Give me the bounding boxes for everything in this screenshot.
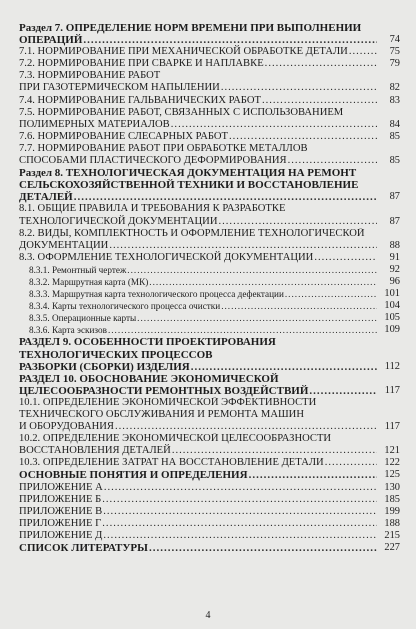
toc-page-number: 74	[389, 34, 400, 46]
toc-subitem	[19, 276, 400, 288]
toc-entry-text: 8.3.6. Карта эскизов	[29, 325, 107, 336]
toc-entry-text: 8.3.1. Ремонтный чертеж	[29, 264, 127, 275]
toc-entry-text: 8.3.5. Операционные карты	[29, 313, 137, 324]
toc-subitem	[19, 324, 400, 336]
toc-section-heading	[19, 22, 400, 46]
toc-page-number: 105	[384, 312, 400, 324]
toc-entry-text: СПОСОБАМИ ПЛАСТИЧЕСКОГО ДЕФОРМИРОВАНИЯ	[19, 155, 287, 167]
toc-section-heading	[19, 373, 400, 397]
dot-leader	[104, 482, 377, 494]
toc-page-number: 85	[389, 130, 400, 142]
toc-page-number: 117	[384, 384, 400, 396]
toc-entry-text: ВОССТАНОВЛЕНИЯ ДЕТАЛЕЙ	[19, 445, 171, 457]
page-number: 4	[205, 610, 211, 621]
dot-leader	[127, 264, 377, 276]
toc-page-number: 88	[389, 239, 400, 251]
toc-entry-text: ДОКУМЕНТАЦИИ	[19, 239, 109, 251]
toc-entry-text: 10.3. ОПРЕДЕЛЕНИЕ ЗАТРАТ НА ВОССТАНОВЛЕНИЕ ДЕТАЛИ	[19, 457, 324, 469]
toc-page-number: 75	[389, 46, 400, 58]
toc-entry-text: СПИСОК ЛИТЕРАТУРЫ	[19, 542, 148, 555]
toc-item	[19, 252, 400, 264]
dot-leader	[172, 445, 377, 457]
toc-item	[19, 58, 400, 70]
toc-page-number: 79	[389, 58, 400, 70]
dot-leader	[265, 58, 377, 70]
toc-page-number: 101	[384, 288, 400, 300]
toc-entry-text: 7.6. НОРМИРОВАНИЕ СЛЕСАРНЫХ РАБОТ	[19, 130, 228, 142]
dot-leader	[103, 506, 377, 518]
toc-page-number: 112	[384, 360, 400, 372]
dot-leader	[285, 288, 377, 300]
dot-leader	[108, 324, 377, 336]
toc-section-heading	[19, 469, 400, 481]
dot-leader	[229, 131, 377, 143]
toc-entry-text: ПРИЛОЖЕНИЕ Д	[19, 529, 103, 541]
dot-leader	[314, 252, 377, 264]
toc-item	[19, 131, 400, 143]
toc-entry-text: 7.2. НОРМИРОВАНИЕ ПРИ СВАРКЕ И НАПЛАВКЕ	[19, 58, 264, 70]
toc-entry-text: 10.1. ОПРЕДЕЛЕНИЕ ЭКОНОМИЧЕСКОЙ ЭФФЕКТИВНОСТИ	[19, 396, 317, 408]
dot-leader	[137, 312, 377, 324]
toc-entry-text: РАЗДЕЛ 9. ОСОБЕННОСТИ ПРОЕКТИРОВАНИЯ	[19, 336, 276, 349]
toc-entry-text: 7.1. НОРМИРОВАНИЕ ПРИ МЕХАНИЧЕСКОЙ ОБРАБОТКЕ ДЕТАЛИ	[19, 46, 348, 58]
toc-entry-text: 7.4. НОРМИРОВАНИЕ ГАЛЬВАНИЧЕСКИХ РАБОТ	[19, 94, 261, 106]
toc-section-heading	[19, 336, 400, 372]
toc-section-heading	[19, 542, 400, 554]
toc-entry-text: 8.3.2. Маршрутная карта (МК)	[29, 276, 149, 287]
toc-item	[19, 482, 400, 494]
toc-page-number: 117	[384, 421, 400, 433]
toc-entry-text: СЕЛЬСКОХОЗЯЙСТВЕННОЙ ТЕХНИКИ И ВОССТАНОВЛЕНИЕ	[19, 179, 359, 192]
toc-entry-text: ПРИЛОЖЕНИЕ Г	[19, 517, 102, 529]
toc-item	[19, 494, 400, 506]
toc-page-number: 130	[384, 481, 400, 493]
toc-item	[19, 518, 400, 530]
toc-entry-text: ПРИЛОЖЕНИЕ Б	[19, 493, 102, 505]
toc-entry-text: Раздел 7. ОПРЕДЕЛЕНИЕ НОРМ ВРЕМЕНИ ПРИ ВЫПОЛНЕНИИ	[19, 22, 362, 34]
toc-entry-text: 8.3. ОФОРМЛЕНИЕ ТЕХНОЛОГИЧЕСКОЙ ДОКУМЕНТАЦИИ	[19, 251, 314, 263]
toc-entry-text: 8.3.4. Карты технологического процесса очистки	[29, 301, 221, 312]
toc-entry-text: ОПЕРАЦИЙ	[19, 34, 83, 47]
toc-entry-text: И ОБОРУДОВАНИЯ	[19, 421, 114, 433]
toc-page-number: 122	[384, 457, 400, 469]
toc-page-number: 185	[384, 493, 400, 505]
table-of-contents	[19, 22, 400, 554]
dot-leader	[149, 542, 377, 554]
toc-entry-text: ТЕХНИЧЕСКОГО ОБСЛУЖИВАНИЯ И РЕМОНТА МАШИН	[19, 409, 304, 420]
toc-subitem	[19, 300, 400, 312]
toc-item	[19, 46, 400, 58]
toc-page-number: 85	[389, 155, 400, 167]
toc-entry-text: 7.7. НОРМИРОВАНИЕ РАБОТ ПРИ ОБРАБОТКЕ МЕТАЛЛОВ	[19, 142, 308, 154]
toc-page-number: 125	[384, 469, 400, 481]
toc-page-number: 215	[384, 529, 400, 541]
toc-page-number: 121	[384, 445, 400, 457]
dot-leader	[103, 530, 377, 542]
toc-entry-text: 7.3. НОРМИРОВАНИЕ РАБОТ	[19, 70, 161, 82]
toc-item	[19, 70, 400, 94]
toc-entry-text: РАЗБОРКИ (СБОРКИ) ИЗДЕЛИЯ	[19, 360, 190, 373]
toc-entry-text: 8.2. ВИДЫ, КОМПЛЕКТНОСТЬ И ОФОРМЛЕНИЕ ТЕХНОЛОГИЧЕСКОЙ	[19, 227, 365, 239]
toc-page-number: 84	[389, 118, 400, 130]
dot-leader	[262, 95, 377, 107]
toc-item	[19, 433, 400, 457]
dot-leader	[102, 494, 377, 506]
toc-entry-text: Раздел 8. ТЕХНОЛОГИЧЕСКАЯ ДОКУМЕНТАЦИЯ НА РЕМОНТ	[19, 167, 357, 180]
toc-entry-text: ДЕТАЛЕЙ	[19, 191, 73, 204]
toc-entry-text: ПРИ ГАЗОТЕРМИЧЕСКОМ НАПЫЛЕНИИ	[19, 82, 220, 94]
toc-entry-text: ПРИЛОЖЕНИЕ А	[19, 481, 103, 493]
dot-leader	[288, 155, 377, 167]
toc-page-number: 83	[389, 94, 400, 106]
dot-leader	[109, 240, 377, 252]
dot-leader	[102, 518, 377, 530]
toc-page-number: 199	[384, 505, 400, 517]
toc-subitem	[19, 264, 400, 276]
dot-leader	[325, 457, 377, 469]
dot-leader	[149, 276, 377, 288]
toc-page-number: 109	[384, 324, 400, 336]
toc-entry-text: ЦЕЛЕСООБРАЗНОСТИ РЕМОНТНЫХ ВОЗДЕЙСТВИЙ	[19, 384, 309, 397]
toc-item	[19, 506, 400, 518]
toc-entry-text: ТЕХНОЛОГИЧЕСКИХ ПРОЦЕССОВ	[19, 348, 213, 361]
toc-entry-text: ОСНОВНЫЕ ПОНЯТИЯ И ОПРЕДЕЛЕНИЯ	[19, 469, 248, 482]
toc-entry-text: 8.3.3. Маршрутная карта технологического процесса дефектации	[29, 289, 284, 300]
toc-entry-text: ПОЛИМЕРНЫХ МАТЕРИАЛОВ	[19, 118, 170, 130]
dot-leader	[249, 469, 377, 481]
toc-page-number: 87	[389, 215, 400, 227]
toc-page-number: 92	[389, 263, 400, 275]
toc-item	[19, 397, 400, 433]
toc-page-number: 91	[389, 251, 400, 263]
toc-page-number: 87	[389, 191, 400, 203]
toc-entry-text: 10.2. ОПРЕДЕЛЕНИЕ ЭКОНОМИЧЕСКОЙ ЦЕЛЕСООБРАЗНОСТИ	[19, 433, 332, 445]
toc-page-number: 227	[384, 542, 400, 554]
toc-entry-text: ПРИЛОЖЕНИЕ В	[19, 505, 103, 517]
dot-leader	[74, 191, 377, 203]
toc-page-number: 188	[384, 517, 400, 529]
toc-page-number: 104	[384, 300, 400, 312]
dot-leader	[115, 421, 377, 433]
dot-leader	[349, 46, 377, 58]
toc-entry-text: ТЕХНОЛОГИЧЕСКОЙ ДОКУМЕНТАЦИИ	[19, 215, 218, 227]
toc-subitem	[19, 312, 400, 324]
dot-leader	[221, 300, 377, 312]
toc-entry-text: 7.5. НОРМИРОВАНИЕ РАБОТ, СВЯЗАННЫХ С ИСПОЛЬЗОВАНИЕМ	[19, 106, 344, 118]
dot-leader	[221, 82, 377, 94]
dot-leader	[191, 361, 377, 373]
toc-item	[19, 457, 400, 469]
dot-leader	[171, 119, 377, 131]
dot-leader	[309, 385, 377, 397]
toc-item	[19, 530, 400, 542]
toc-entry-text: РАЗДЕЛ 10. ОБОСНОВАНИЕ ЭКОНОМИЧЕСКОЙ	[19, 372, 279, 385]
toc-page-number: 82	[389, 82, 400, 94]
toc-item	[19, 107, 400, 131]
toc-item	[19, 203, 400, 227]
toc-item	[19, 143, 400, 167]
toc-subitem	[19, 288, 400, 300]
dot-leader	[218, 216, 377, 228]
toc-item	[19, 95, 400, 107]
toc-entry-text: 8.1. ОБЩИЕ ПРАВИЛА И ТРЕБОВАНИЯ К РАЗРАБОТКЕ	[19, 203, 286, 215]
toc-item	[19, 228, 400, 252]
toc-section-heading	[19, 167, 400, 203]
toc-page-number: 96	[389, 275, 400, 287]
dot-leader	[83, 34, 377, 46]
